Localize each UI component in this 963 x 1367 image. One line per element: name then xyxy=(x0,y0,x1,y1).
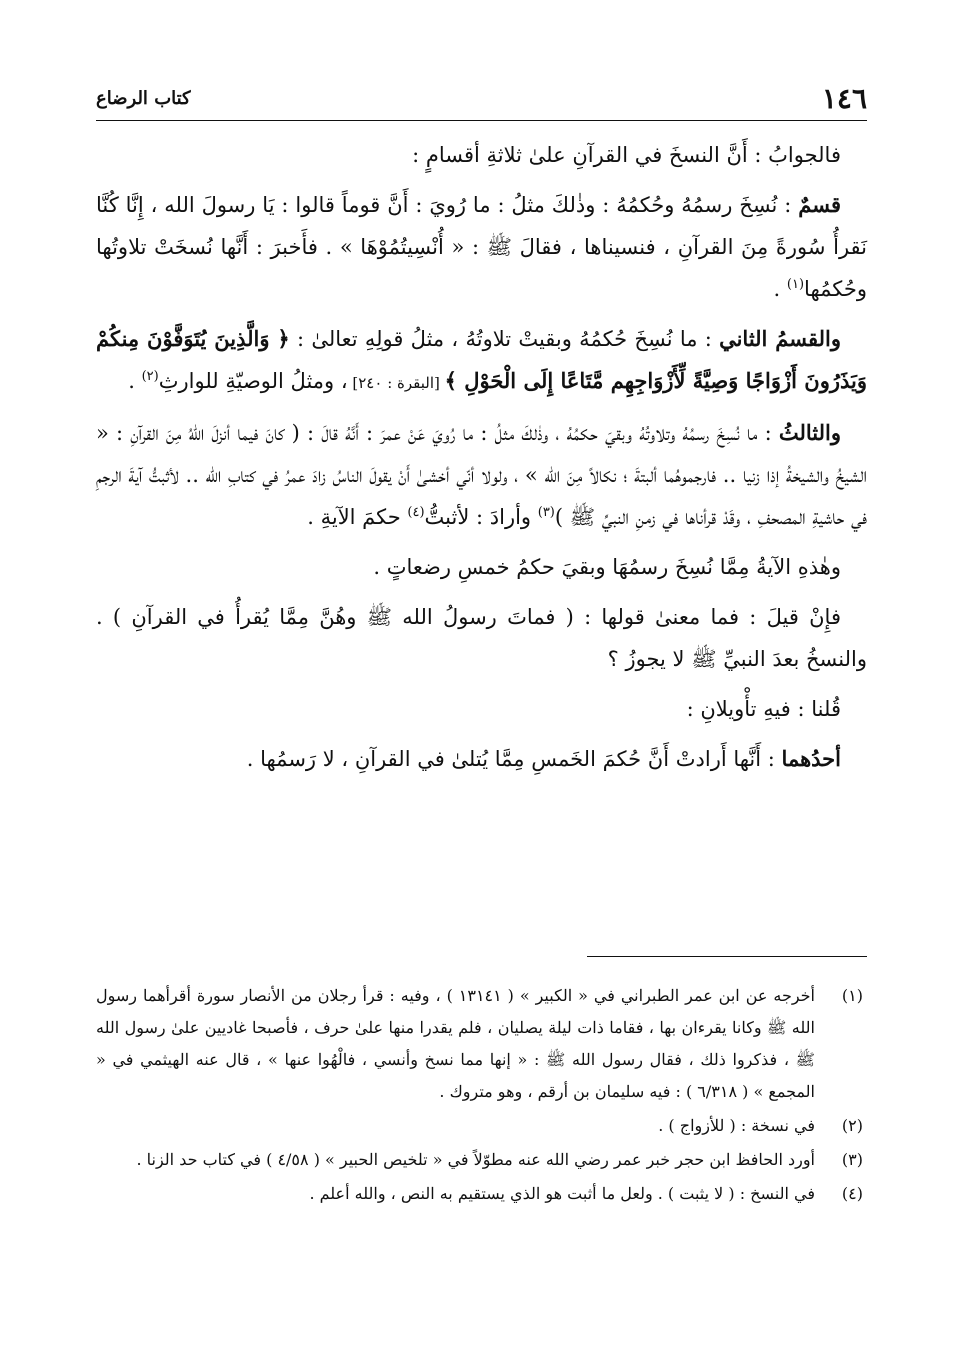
paragraph-text: : نُسِخَ رسمُهُ وحُكمُهُ : وذٰلكَ مثلُ : ما رُويَ : أَنَّ قوماً قالوا : يَا رسولَ الله ، إِنَّا كُنَّا نَقرأُ سُورةً مِنَ القرآنِ ، فنسيناها ، فقالَ ﷺ : « أُنْسِيتُمُوْهَا » . فأَخبرَ : أَنَّها نُسخَتْ تلاوتُها وحُكمُها xyxy=(96,193,867,301)
paragraph-first-interpretation xyxy=(96,738,867,780)
footnote-number: (١) xyxy=(841,986,863,1005)
paragraph-reply: قُلنا : فيهِ تأْويلانِ : xyxy=(686,697,841,721)
paragraph-second-type xyxy=(96,318,867,404)
footnotes xyxy=(96,980,867,1212)
paragraph-text: : ما نُسِخَ حُكمُهُ وبقيتْ تلاوتُهُ ، مثلُ قولِهِ تعالىٰ : xyxy=(289,327,720,351)
footnote-item xyxy=(96,1110,867,1142)
paragraph-text: : ما نُسِخَ رسمُهُ وتلاوتُهُ وبقيَ حكمُهُ ، وذٰلكَ مثلُ : ما رُويَ عَنْ عمرَ : أَنَّهُ قالَ : ( كانَ فيما أنزلَ اللهُ مِنَ القرآنِ : « الشيخُ والشيخةُ إذا زنيا .. فارجموهُما ألبتةَ ؛ نكالاً مِنَ الله » ، ولولا أنّي أخشىٰ أَنْ يقولَ الناسُ زادَ عمرُ في كتابِ الله .. لأثبتُّ آيةَ الرجمِ في حاشيةِ المصحفِ ، وقَدْ قرأناها في زمنِ النبيِّ ﷺ ) xyxy=(96,421,867,529)
paragraph-first-type xyxy=(96,184,867,310)
paragraph-lead: أحدُهما xyxy=(781,746,841,771)
paragraph-third-type xyxy=(96,412,867,538)
footnote-text: في النسخ : ( لا يثبت ) . ولعل ما أثبت هو الذي يستقيم به النص ، والله أعلم . xyxy=(309,1184,815,1203)
footnote-text: أورد الحافظ ابن حجر خبر عمر رضي الله عنه مطوّلاً في « تلخيص الحبير » ( ٤/٥٨ ) في كتاب حد الزنا . xyxy=(136,1150,815,1169)
footnote-text: في نسخة : ( للأزواج ) . xyxy=(658,1116,815,1135)
main-text xyxy=(96,134,867,788)
paragraph-text: حكمَ الآيةِ . xyxy=(307,505,408,529)
running-title: كتاب الرضاع xyxy=(96,88,191,109)
footnote-number: (٣) xyxy=(841,1150,863,1169)
footnote-item xyxy=(96,1178,867,1210)
footnote-item xyxy=(96,980,867,1108)
footnote-item xyxy=(96,1144,867,1176)
paragraph-text: . xyxy=(773,277,787,301)
footnote-ref[interactable]: (٢) xyxy=(141,369,159,384)
page-number: ١٤٦ xyxy=(821,82,867,115)
paragraph-text: : أَنَّها أَرادتْ أَنَّ حُكمَ الخَمسِ مِمَّا يُتلىٰ في القرآنِ ، لا رَسمُها . xyxy=(246,747,782,771)
paragraph-lead: والقسمُ الثاني xyxy=(719,326,841,351)
header-divider xyxy=(96,120,867,121)
footnote-ref[interactable]: (٣) xyxy=(537,505,555,520)
paragraph-lead: والثالثُ xyxy=(778,420,841,445)
paragraph-objection: فإِنْ قيلَ : فما معنىٰ قولها : ( فماتَ رسولُ الله ﷺ وهُنَّ مِمَّا يُقرأُ في القرآنِ ) . والنسخُ بعدَ النبيِّ ﷺ لا يجوزُ ؟ xyxy=(96,605,867,671)
verse-reference: [البقرة : ٢٤٠] xyxy=(347,374,445,392)
footnote-number: (٢) xyxy=(841,1116,863,1135)
paragraph-answer: فالجوابُ : أَنَّ النسخَ في القرآنِ علىٰ ثلاثةِ أقسامٍ : xyxy=(412,143,841,167)
footnote-divider xyxy=(587,956,867,957)
quran-verse: ﴿ وَالَّذِينَ يُتَوَفَّوْنَ مِنكُمْ وَيَذَرُونَ أَزْوَاجًا وَصِيَّةً لِّأَزْوَاجِهِم مَّتَاعًا إِلَى الْحَوْلِ ﴾ xyxy=(96,326,867,393)
paragraph-text: وأرادَ : لأثبتُّ xyxy=(424,505,538,529)
paragraph-text: . xyxy=(128,369,142,393)
footnote-text: أخرجه عن ابن عمر الطبراني في « الكبير » ( ١٣١٤١ ) ، وفيه : قرأ رجلان من الأنصار سورة أقرأهما رسول الله ﷺ وكانا يقرءان بها ، فقاما ذات ليلة يصليان ، فلم يقدرا منها علىٰ حرف ، فأصبحا غاديين علىٰ رسول الله ﷺ ، فذكروا ذلك ، فقال رسول الله ﷺ : « إنها مما نسخ وأنسي ، فالْهُوا عنها » ، قال عنه الهيثمي في « المجمع » ( ٦/٣١٨ ) : فيه سليمان بن أرقم ، وهو متروك . xyxy=(96,986,816,1101)
footnote-ref[interactable]: (٤) xyxy=(407,505,425,520)
paragraph-text: ، ومثلُ الوصيّةِ للوارثِ xyxy=(158,369,348,393)
footnote-number: (٤) xyxy=(841,1184,863,1203)
page-header xyxy=(96,82,867,116)
paragraph-verse-note: وهٰذهِ الآيةُ مِمَّا نُسِخَ رسمُهَا وبقيَ حكمُ خمسِ رضعاتٍ . xyxy=(373,555,841,579)
footnote-ref[interactable]: (١) xyxy=(786,277,805,292)
paragraph-lead: قسمٌ xyxy=(798,192,841,217)
